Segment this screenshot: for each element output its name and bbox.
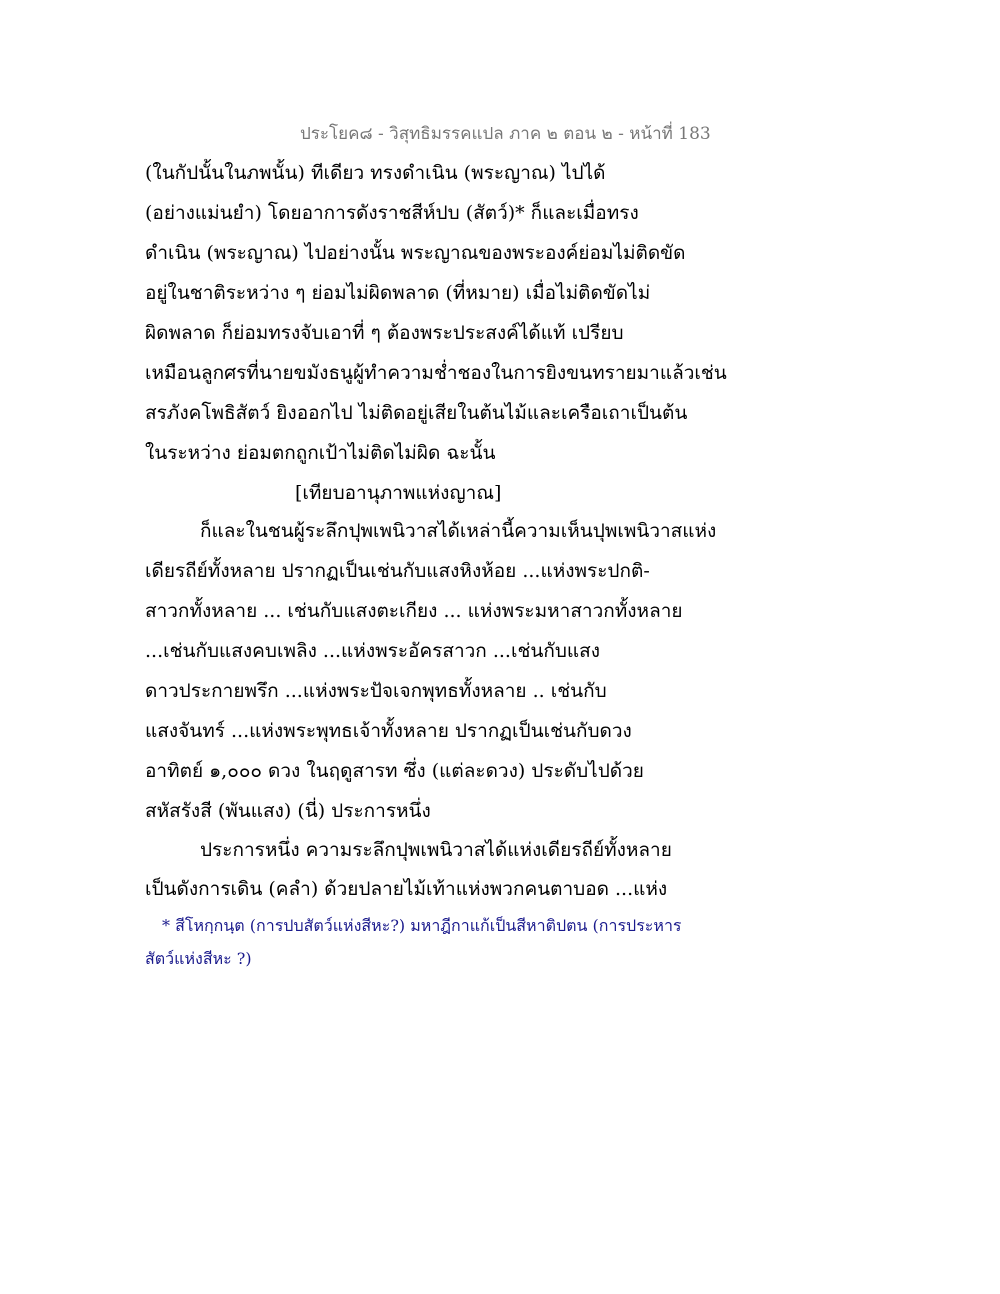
paragraph-2-line-3: สาวกทั้งหลาย ... เช่นกับแสงตะเกียง ... แห่งพระมหาสาวกทั้งหลาย [145, 600, 683, 622]
paragraph-2-line-5: ดาวประกายพรึก ...แห่งพระปัจเจกพุทธทั้งหลาย .. เช่นกับ [145, 680, 607, 702]
paragraph-1-line-5: ผิดพลาด ก็ย่อมทรงจับเอาที่ ๆ ต้องพระประสงค์ได้แท้ เปรียบ [145, 322, 624, 344]
footnote-line-1: * สีโหกฺกนฺต (การปบสัตว์แห่งสีหะ?) มหาฎีกาแก้เป็นสีหาติปตน (การประหาร [162, 916, 682, 935]
paragraph-1-line-8: ในระหว่าง ย่อมตกถูกเป้าไม่ติดไม่ผิด ฉะนั้น [145, 442, 496, 464]
section-heading: [เทียบอานุภาพแห่งญาณ] [295, 482, 502, 504]
page-header: ประโยค๘ - วิสุทธิมรรคแปล ภาค ๒ ตอน ๒ - หน้าที่ 183 [300, 124, 711, 144]
paragraph-1-line-6: เหมือนลูกศรที่นายขมังธนูผู้ทำความช่ำชองในการยิงขนทรายมาแล้วเช่น [145, 362, 727, 384]
paragraph-2-line-8: สหัสรังสี (พันแสง) (นี่) ประการหนึ่ง [145, 800, 431, 822]
paragraph-2-line-1: ก็และในชนผู้ระลึกปุพเพนิวาสได้เหล่านี้ความเห็นปุพเพนิวาสแห่ง [200, 520, 717, 542]
paragraph-2-line-4: ...เช่นกับแสงคบเพลิง ...แห่งพระอัครสาวก ...เช่นกับแสง [145, 640, 601, 662]
paragraph-1-line-7: สรภังคโพธิสัตว์ ยิงออกไป ไม่ติดอยู่เสียในต้นไม้และเครือเถาเป็นต้น [145, 402, 688, 424]
footnote-line-2: สัตว์แห่งสีหะ ?) [145, 949, 252, 968]
paragraph-3-line-2: เป็นดังการเดิน (คลำ) ด้วยปลายไม้เท้าแห่งพวกคนตาบอด ...แห่ง [145, 878, 668, 900]
paragraph-1-line-3: ดำเนิน (พระญาณ) ไปอย่างนั้น พระญาณของพระองค์ย่อมไม่ติดขัด [145, 242, 686, 264]
paragraph-2-line-7: อาทิตย์ ๑,๐๐๐ ดวง ในฤดูสารท ซึ่ง (แต่ละดวง) ประดับไปด้วย [145, 760, 644, 782]
paragraph-1-line-2: (อย่างแม่นยำ) โดยอาการดังราชสีห์ปบ (สัตว์)* ก็และเมื่อทรง [145, 202, 639, 224]
paragraph-1-line-4: อยู่ในชาติระหว่าง ๆ ย่อมไม่ผิดพลาด (ที่หมาย) เมื่อไม่ติดขัดไม่ [145, 282, 651, 304]
paragraph-2-line-6: แสงจันทร์ ...แห่งพระพุทธเจ้าทั้งหลาย ปรากฏเป็นเช่นกับดวง [145, 720, 632, 742]
paragraph-3-line-1: ประการหนึ่ง ความระลึกปุพเพนิวาสได้แห่งเดียรถีย์ทั้งหลาย [200, 839, 672, 861]
paragraph-1-line-1: (ในกัปนั้นในภพนั้น) ทีเดียว ทรงดำเนิน (พระญาณ) ไปได้ [145, 162, 606, 184]
paragraph-2-line-2: เดียรถีย์ทั้งหลาย ปรากฏเป็นเช่นกับแสงหิงห้อย ...แห่งพระปกติ- [145, 560, 650, 582]
